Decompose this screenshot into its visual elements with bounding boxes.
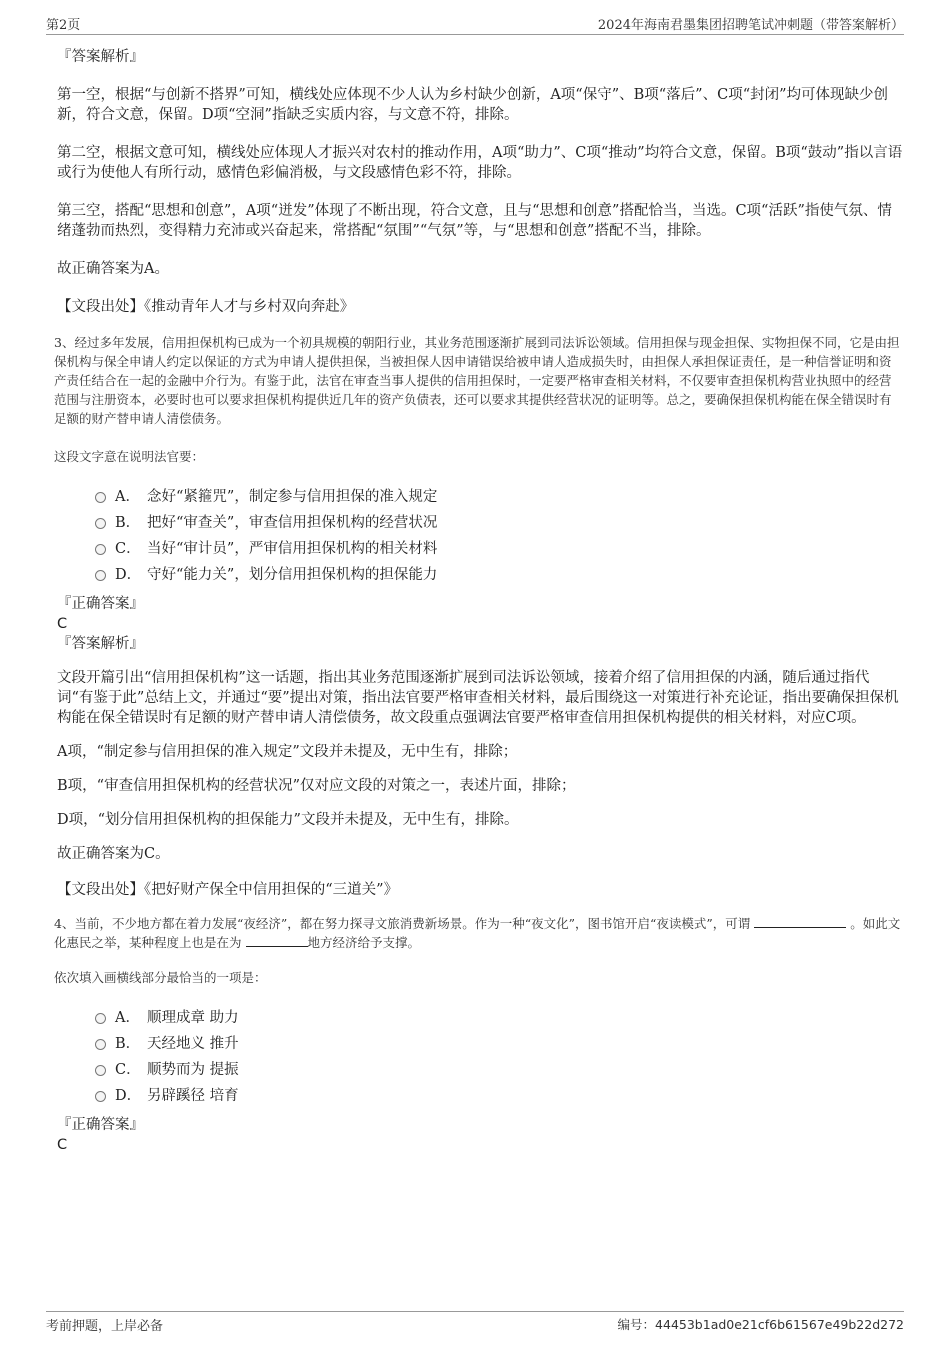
radio-icon[interactable]	[95, 570, 106, 581]
radio-icon[interactable]	[95, 1013, 106, 1024]
fill-blank-2	[246, 933, 308, 947]
option-letter: D．	[115, 567, 142, 583]
option-list	[57, 1005, 903, 1109]
radio-icon[interactable]	[95, 1065, 106, 1076]
page-content	[54, 45, 903, 1155]
stem-part: 。如此文化惠民之举，某种程度上也是在为	[54, 916, 901, 950]
option-text: 念好“紧箍咒”，制定参与信用担保的准入规定	[147, 489, 438, 505]
option-d[interactable]	[95, 562, 903, 588]
option-text: 把好“审查关”，审查信用担保机构的经营状况	[147, 515, 438, 531]
question-stem: 3、经过多年发展，信用担保机构已成为一个初具规模的朝阳行业，其业务范围逐渐扩展到司法诉讼领域。信用担保与现金担保、实物担保不同，它是由担保机构与保全申请人约定以保证的方式为申请人提供担保，当被担保人因申请错误给被申请人造成损失时，由担保人承担保证责任，是一种信誉证明和资产责任结合在一起的金融中介行为。有鉴于此，法官在审查当事人提供的信用担保时，一定要严格审查相关材料，不仅要审查担保机构营业执照中的经营范围与注册资本，必要时也可以要求担保机构提供近几年的资产负债表，还可以要求其提供经营状况的证明等。总之，要确保担保机构能在保全错误时有足额的财产替申请人清偿债务。	[54, 335, 900, 426]
option-c[interactable]	[95, 1057, 903, 1083]
page-header	[46, 12, 904, 35]
analysis-paragraph: 第一空，根据“与创新不搭界”可知，横线处应体现不少人认为乡村缺少创新，A项“保守”、B项“落后”、C项“封闭”均可体现缺少创新，符合文意，保留。D项“空洞”指缺乏实质内容，与文意不符，排除。	[57, 87, 889, 123]
option-b[interactable]	[95, 510, 903, 536]
analysis-paragraph: 第三空，搭配“思想和创意”，A项“迸发”体现了不断出现，符合文意，且与“思想和创意”搭配恰当，当选。C项“活跃”指使气氛、情绪蓬勃而热烈，变得精力充沛或兴奋起来，常搭配“氛围”“气氛”等，与“思想和创意”搭配不当，排除。	[57, 203, 892, 239]
question-prompt: 依次填入画横线部分最恰当的一项是：	[54, 970, 267, 985]
option-text: 当好“审计员”，严审信用担保机构的相关材料	[147, 541, 438, 557]
option-a-note: A项，“制定参与信用担保的准入规定”文段并未提及，无中生有，排除；	[57, 744, 518, 760]
option-letter: A．	[115, 489, 140, 505]
option-b[interactable]	[95, 1031, 903, 1057]
radio-icon[interactable]	[95, 1039, 106, 1050]
correct-answer: C	[57, 1137, 68, 1153]
option-letter: C．	[115, 541, 141, 557]
page-footer	[46, 1311, 904, 1334]
option-letter: C．	[115, 1062, 141, 1078]
analysis-label: 『答案解析』	[57, 636, 144, 652]
option-text: 守好“能力关”，划分信用担保机构的担保能力	[147, 567, 438, 583]
radio-icon[interactable]	[95, 492, 106, 503]
option-a[interactable]	[95, 1005, 903, 1031]
option-b-note: B项，“审查信用担保机构的经营状况”仅对应文段的对策之一，表述片面，排除；	[57, 778, 576, 794]
document-title: 2024年海南君墨集团招聘笔试冲刺题（带答案解析）	[597, 18, 904, 33]
radio-icon[interactable]	[95, 544, 106, 555]
question-prompt: 这段文字意在说明法官要：	[54, 449, 205, 464]
page-number: 第2页	[46, 18, 81, 33]
option-text: 天经地义 推升	[147, 1036, 239, 1052]
correct-answer-label: 『正确答案』	[57, 1117, 144, 1133]
document-id: 编号：44453b1ad0e21cf6b61567e49b22d272	[617, 1317, 904, 1332]
stem-part: 4、当前，不少地方都在着力发展“夜经济”，都在努力探寻文旅消费新场景。作为一种“夜文化”，图书馆开启“夜读模式”，可谓	[54, 916, 751, 931]
fill-blank-1	[754, 914, 846, 928]
conclusion: 故正确答案为A。	[57, 261, 169, 277]
radio-icon[interactable]	[95, 1091, 106, 1102]
option-text: 顺理成章 助力	[147, 1010, 239, 1026]
option-d-note: D项，“划分信用担保机构的担保能力”文段并未提及，无中生有，排除。	[57, 812, 519, 828]
option-text: 另辟蹊径 培育	[147, 1088, 239, 1104]
stem-part: 地方经济给予支撑。	[307, 935, 421, 950]
radio-icon[interactable]	[95, 518, 106, 529]
option-d[interactable]	[95, 1083, 903, 1109]
option-letter: A．	[115, 1010, 140, 1026]
analysis-label: 『答案解析』	[57, 49, 144, 65]
option-a[interactable]	[95, 484, 903, 510]
correct-answer-label: 『正确答案』	[57, 596, 144, 612]
footer-slogan: 考前押题，上岸必备	[46, 1319, 164, 1334]
correct-answer: C	[57, 616, 68, 632]
option-c[interactable]	[95, 536, 903, 562]
source-citation: 【文段出处】《把好财产保全中信用担保的“三道关”》	[57, 882, 399, 898]
conclusion: 故正确答案为C。	[57, 846, 170, 862]
option-text: 顺势而为 提振	[147, 1062, 239, 1078]
option-letter: D．	[115, 1088, 142, 1104]
option-list	[57, 484, 903, 588]
analysis-paragraph: 第二空，根据文意可知，横线处应体现人才振兴对农村的推动作用，A项“助力”、C项“推动”均符合文意，保留。B项“鼓动”指以言语或行为使他人有所行动，感情色彩偏消极，与文段感情色彩不符，排除。	[57, 145, 903, 181]
option-letter: B．	[115, 515, 141, 531]
analysis-paragraph: 文段开篇引出“信用担保机构”这一话题，指出其业务范围逐渐扩展到司法诉讼领域，接着介绍了信用担保的内涵，随后通过指代词“有鉴于此”总结上文，并通过“要”提出对策，指出法官要严格审查相关材料，最后围绕这一对策进行补充论证，指出要确保担保机构能在保全错误时有足额的财产替申请人清偿债务，故文段重点强调法官要严格审查信用担保机构提供的相关材料，对应C项。	[57, 670, 899, 726]
question-stem	[54, 914, 903, 952]
option-letter: B．	[115, 1036, 141, 1052]
source-citation: 【文段出处】《推动青年人才与乡村双向奔赴》	[57, 299, 355, 315]
